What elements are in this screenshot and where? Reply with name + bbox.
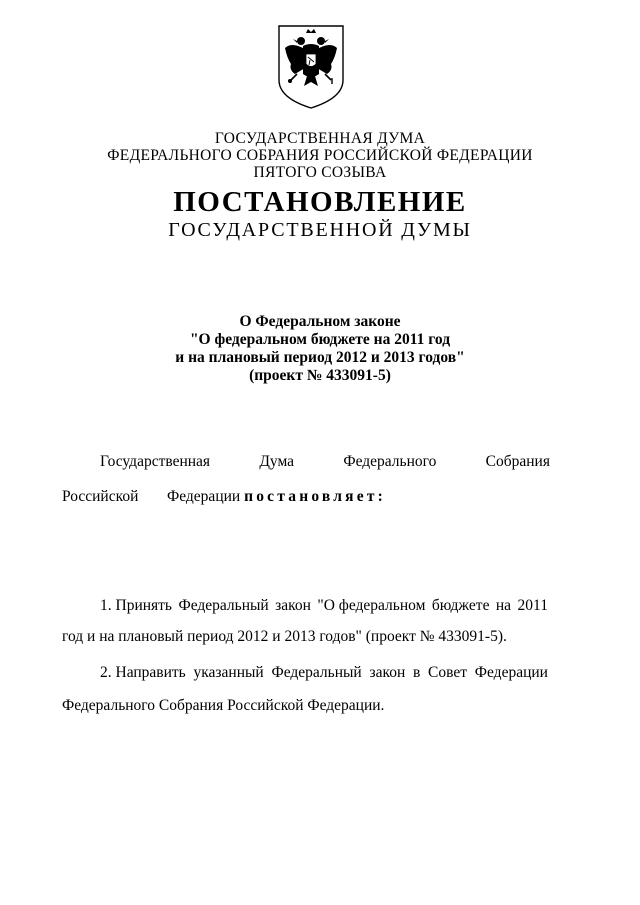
item-word: на [495, 597, 512, 614]
title-line1: О Федеральном законе [239, 313, 401, 330]
document-type: ПОСТАНОВЛЕНИЕ [173, 186, 467, 218]
org-name-line2: ФЕДЕРАЛЬНОГО СОБРАНИЯ РОССИЙСКОЙ ФЕДЕРАЦИИ [107, 147, 533, 164]
preamble-word: Дума [259, 453, 295, 470]
item-1-line2: год и на плановый период 2012 и 2013 годов" (проект № 433091-5). [62, 628, 507, 645]
resolution-verb: постановляет: [244, 488, 386, 505]
preamble-line1 [100, 453, 550, 471]
preamble-word: Российской [62, 488, 139, 505]
item-1-line1 [100, 597, 548, 615]
item-2-line2: Федерального Собрания Российской Федерации. [62, 697, 385, 714]
item-word: 2011 [517, 597, 548, 614]
item-2-line1 [100, 664, 548, 682]
org-name-line1: ГОСУДАРСТВЕННАЯ ДУМА [214, 130, 426, 147]
item-word: в [412, 664, 421, 681]
title-line2: "О федеральном бюджете на 2011 год [189, 331, 451, 348]
item-word: Федеральный [178, 597, 269, 614]
state-emblem [277, 24, 345, 110]
title-line3: и на плановый период 2012 и 2013 годов" [175, 349, 465, 366]
item-word: закон [369, 664, 406, 681]
item-word: Федерации [474, 664, 548, 681]
preamble-line2-rest [167, 488, 386, 506]
item-word: бюджете [431, 597, 490, 614]
convocation: ПЯТОГО СОЗЫВА [253, 164, 387, 181]
double-headed-eagle-icon [277, 24, 345, 110]
preamble-word: Федерации [167, 488, 241, 505]
preamble-word: Собрания [485, 453, 550, 470]
preamble-word: Федерального [343, 453, 437, 470]
preamble-word: Государственная [100, 453, 211, 470]
item-word: 1. Принять [100, 597, 173, 614]
preamble-line2 [62, 488, 138, 506]
item-word: закон [275, 597, 311, 614]
item-word: указанный [193, 664, 264, 681]
document-type-sub: ГОСУДАРСТВЕННОЙ ДУМЫ [168, 219, 472, 241]
item-word: Федеральный [271, 664, 362, 681]
item-word: Совет [428, 664, 468, 681]
item-word: 2. Направить [100, 664, 186, 681]
item-word: "О федеральном [317, 597, 426, 614]
title-line4: (проект № 433091-5) [249, 367, 391, 384]
